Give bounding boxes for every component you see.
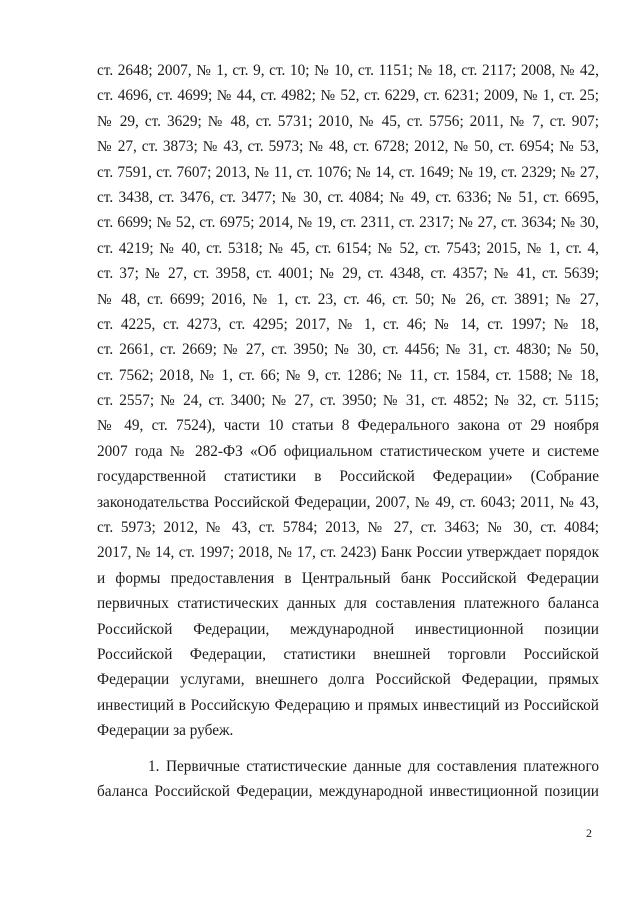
text-line: баланса Российской Федерации, международной инвестиционной позиции bbox=[97, 782, 599, 800]
text-line: и формы предоставления в Центральный банк Российской Федерации bbox=[97, 569, 599, 587]
text-line: законодательства Российской Федерации, 2007, № 49, ст. 6043; 2011, № 43, bbox=[97, 493, 599, 511]
text-line: инвестиций в Российскую Федерацию и прямых инвестиций из Российской bbox=[97, 696, 599, 714]
text-line: первичных статистических данных для составления платежного баланса bbox=[97, 595, 599, 613]
paragraph-item-1 bbox=[97, 754, 599, 805]
text-line: № 27, ст. 3873; № 43, ст. 5973; № 48, ст. 6728; 2012, № 50, ст. 6954; № 53, bbox=[97, 138, 599, 156]
paragraph-spacing bbox=[97, 744, 599, 754]
text-line: ст. 5973; 2012, № 43, ст. 5784; 2013, № 27, ст. 3463; № 30, ст. 4084; bbox=[97, 519, 599, 537]
text-line: ст. 2661, ст. 2669; № 27, ст. 3950; № 30, ст. 4456; № 31, ст. 4830; № 50, bbox=[97, 341, 599, 359]
text-line: ст. 2557; № 24, ст. 3400; № 27, ст. 3950; № 31, ст. 4852; № 32, ст. 5115; bbox=[97, 392, 599, 410]
text-line: ст. 7562; 2018, № 1, ст. 66; № 9, ст. 1286; № 11, ст. 1584, ст. 1588; № 18, bbox=[97, 366, 599, 384]
page-number: 2 bbox=[586, 826, 592, 840]
text-line: ст. 37; № 27, ст. 3958, ст. 4001; № 29, ст. 4348, ст. 4357; № 41, ст. 5639; bbox=[97, 265, 599, 283]
text-line: Федерации услугами, внешнего долга Российской Федерации, прямых bbox=[97, 671, 599, 689]
text-line: Федерации за рубеж. bbox=[97, 722, 234, 740]
text-line: ст. 3438, ст. 3476, ст. 3477; № 30, ст. 4084; № 49, ст. 6336; № 51, ст. 6695, bbox=[97, 188, 599, 206]
text-line: 2007 года № 282-ФЗ «Об официальном статистическом учете и системе bbox=[97, 442, 599, 460]
text-line: ст. 6699; № 52, ст. 6975; 2014, № 19, ст. 2311, ст. 2317; № 27, ст. 3634; № 30, bbox=[97, 214, 599, 232]
text-line: ст. 4219; № 40, ст. 5318; № 45, ст. 6154; № 52, ст. 7543; 2015, № 1, ст. 4, bbox=[97, 239, 599, 257]
text-line: ст. 4696, ст. 4699; № 44, ст. 4982; № 52, ст. 6229, ст. 6231; 2009, № 1, ст. 25; bbox=[97, 87, 599, 105]
text-line: № 49, ст. 7524), части 10 статьи 8 Федерального закона от 29 ноября bbox=[97, 417, 599, 435]
text-line: государственной статистики в Российской Федерации» (Собрание bbox=[97, 468, 599, 486]
text-line: ст. 4225, ст. 4273, ст. 4295; 2017, № 1, ст. 46; № 14, ст. 1997; № 18, bbox=[97, 315, 599, 333]
text-line: 1. Первичные статистические данные для составления платежного bbox=[148, 757, 599, 775]
text-line: ст. 7591, ст. 7607; 2013, № 11, ст. 1076; № 14, ст. 1649; № 19, ст. 2329; № 27, bbox=[97, 163, 599, 181]
text-line: 2017, № 14, ст. 1997; 2018, № 17, ст. 2423) Банк России утверждает порядок bbox=[97, 544, 599, 562]
text-line: ст. 2648; 2007, № 1, ст. 9, ст. 10; № 10, ст. 1151; № 18, ст. 2117; 2008, № 42, bbox=[97, 62, 599, 79]
paragraph-legal-references bbox=[97, 58, 599, 744]
text-line: № 48, ст. 6699; 2016, № 1, ст. 23, ст. 46, ст. 50; № 26, ст. 3891; № 27, bbox=[97, 290, 599, 308]
text-line: № 29, ст. 3629; № 48, ст. 5731; 2010, № 45, ст. 5756; 2011, № 7, ст. 907; bbox=[97, 112, 599, 130]
text-line: Российской Федерации, международной инвестиционной позиции bbox=[97, 620, 599, 638]
document-body bbox=[97, 58, 599, 804]
text-line: Российской Федерации, статистики внешней торговли Российской bbox=[97, 645, 599, 663]
